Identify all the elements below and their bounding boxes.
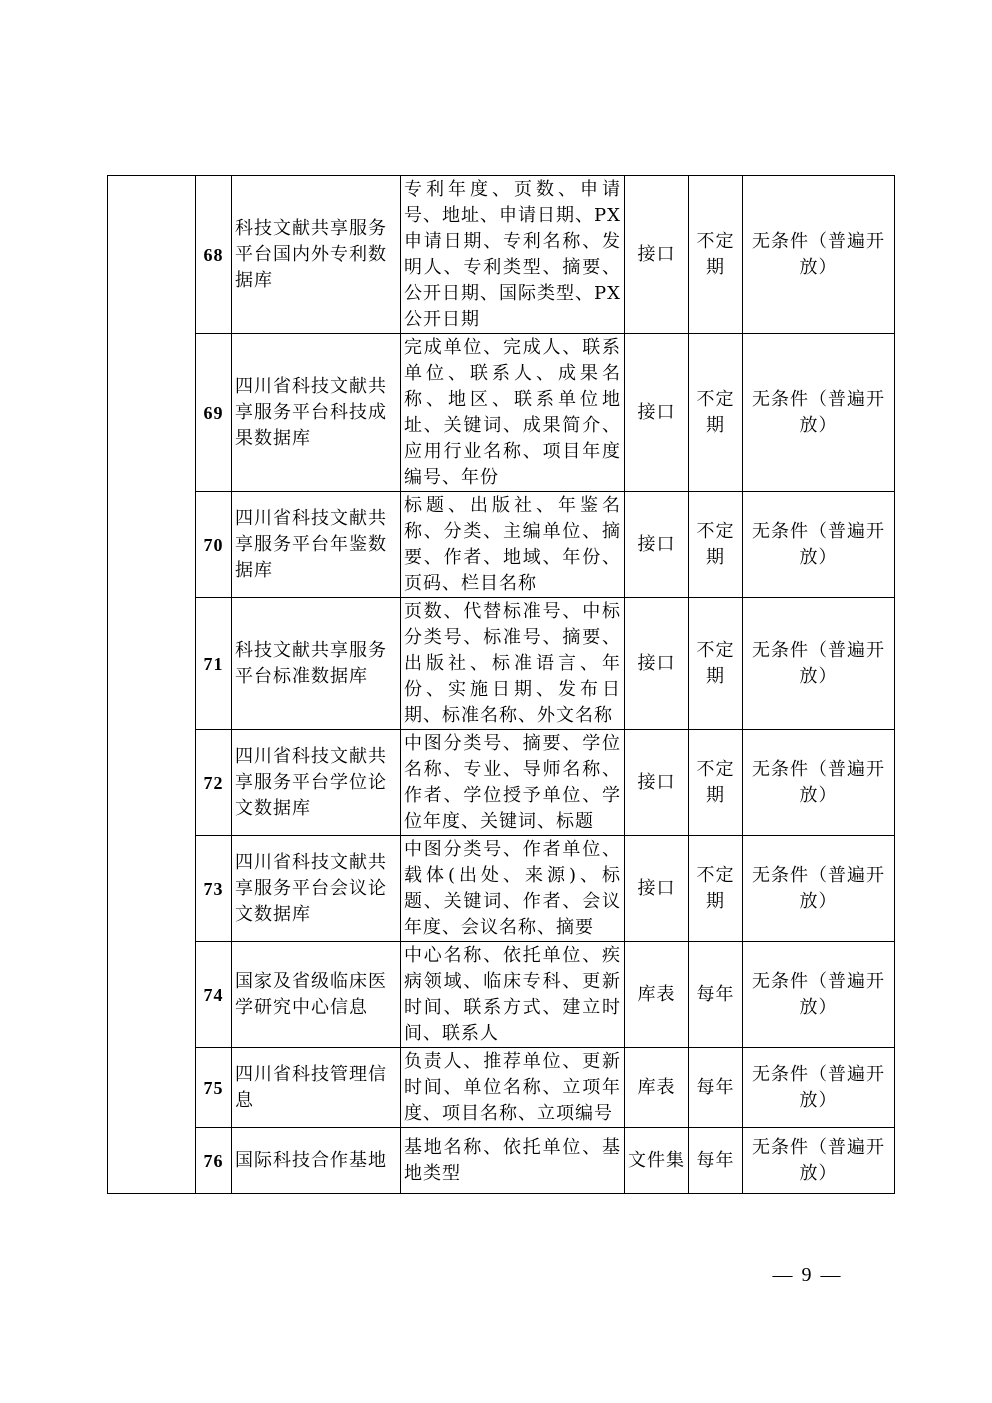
- share-condition: 无条件（普遍开放）: [743, 334, 895, 492]
- update-frequency: 每年: [689, 1048, 743, 1128]
- table-body: [108, 176, 895, 1194]
- update-frequency: 不定期: [689, 334, 743, 492]
- update-frequency: 不定期: [689, 598, 743, 730]
- table-row: [108, 1128, 895, 1194]
- share-type: 接口: [625, 492, 689, 598]
- resource-name: 科技文献共享服务平台标准数据库: [232, 598, 401, 730]
- update-frequency: 不定期: [689, 836, 743, 942]
- resource-name: 国际科技合作基地: [232, 1128, 401, 1194]
- share-type: 文件集: [625, 1128, 689, 1194]
- data-items: 页数、代替标准号、中标分类号、标准号、摘要、出版社、标准语言、年份、实施日期、发布日期、标准名称、外文名称: [401, 598, 625, 730]
- share-condition: 无条件（普遍开放）: [743, 1128, 895, 1194]
- table-row: [108, 492, 895, 598]
- table-row: [108, 176, 895, 334]
- table-row: [108, 1048, 895, 1128]
- data-items: 基地名称、依托单位、基地类型: [401, 1128, 625, 1194]
- data-items: 中图分类号、作者单位、载体(出处、来源)、标题、关键词、作者、会议年度、会议名称、摘要: [401, 836, 625, 942]
- update-frequency: 每年: [689, 942, 743, 1048]
- share-condition: 无条件（普遍开放）: [743, 730, 895, 836]
- row-number: 71: [196, 598, 232, 730]
- share-type: 接口: [625, 836, 689, 942]
- share-type: 接口: [625, 176, 689, 334]
- table-row: [108, 730, 895, 836]
- data-items: 标题、出版社、年鉴名称、分类、主编单位、摘要、作者、地域、年份、页码、栏目名称: [401, 492, 625, 598]
- data-catalog-table: [107, 175, 895, 1194]
- data-items: 中心名称、依托单位、疾病领域、临床专科、更新时间、联系方式、建立时间、联系人: [401, 942, 625, 1048]
- table-row: [108, 334, 895, 492]
- row-number: 70: [196, 492, 232, 598]
- resource-name: 四川省科技文献共享服务平台年鉴数据库: [232, 492, 401, 598]
- page-number: — 9 —: [772, 1264, 843, 1286]
- update-frequency: 不定期: [689, 730, 743, 836]
- data-items: 专利年度、页数、申请号、地址、申请日期、PX申请日期、专利名称、发明人、专利类型、摘要、公开日期、国际类型、PX公开日期: [401, 176, 625, 334]
- share-condition: 无条件（普遍开放）: [743, 598, 895, 730]
- share-condition: 无条件（普遍开放）: [743, 492, 895, 598]
- resource-name: 国家及省级临床医学研究中心信息: [232, 942, 401, 1048]
- row-number: 68: [196, 176, 232, 334]
- share-type: 库表: [625, 1048, 689, 1128]
- share-condition: 无条件（普遍开放）: [743, 836, 895, 942]
- data-items: 中图分类号、摘要、学位名称、专业、导师名称、作者、学位授予单位、学位年度、关键词、标题: [401, 730, 625, 836]
- row-number: 76: [196, 1128, 232, 1194]
- share-type: 库表: [625, 942, 689, 1048]
- category-cell: [108, 176, 196, 1194]
- update-frequency: 不定期: [689, 176, 743, 334]
- table-row: [108, 598, 895, 730]
- table-row: [108, 942, 895, 1048]
- row-number: 74: [196, 942, 232, 1048]
- row-number: 73: [196, 836, 232, 942]
- table-row: [108, 836, 895, 942]
- resource-name: 四川省科技文献共享服务平台学位论文数据库: [232, 730, 401, 836]
- share-condition: 无条件（普遍开放）: [743, 942, 895, 1048]
- data-items: 负责人、推荐单位、更新时间、单位名称、立项年度、项目名称、立项编号: [401, 1048, 625, 1128]
- row-number: 69: [196, 334, 232, 492]
- share-condition: 无条件（普遍开放）: [743, 176, 895, 334]
- resource-name: 四川省科技管理信息: [232, 1048, 401, 1128]
- data-items: 完成单位、完成人、联系单位、联系人、成果名称、地区、联系单位地址、关键词、成果简介、应用行业名称、项目年度编号、年份: [401, 334, 625, 492]
- resource-name: 四川省科技文献共享服务平台会议论文数据库: [232, 836, 401, 942]
- update-frequency: 不定期: [689, 492, 743, 598]
- share-type: 接口: [625, 598, 689, 730]
- row-number: 75: [196, 1048, 232, 1128]
- resource-name: 四川省科技文献共享服务平台科技成果数据库: [232, 334, 401, 492]
- share-condition: 无条件（普遍开放）: [743, 1048, 895, 1128]
- row-number: 72: [196, 730, 232, 836]
- share-type: 接口: [625, 334, 689, 492]
- resource-name: 科技文献共享服务平台国内外专利数据库: [232, 176, 401, 334]
- share-type: 接口: [625, 730, 689, 836]
- update-frequency: 每年: [689, 1128, 743, 1194]
